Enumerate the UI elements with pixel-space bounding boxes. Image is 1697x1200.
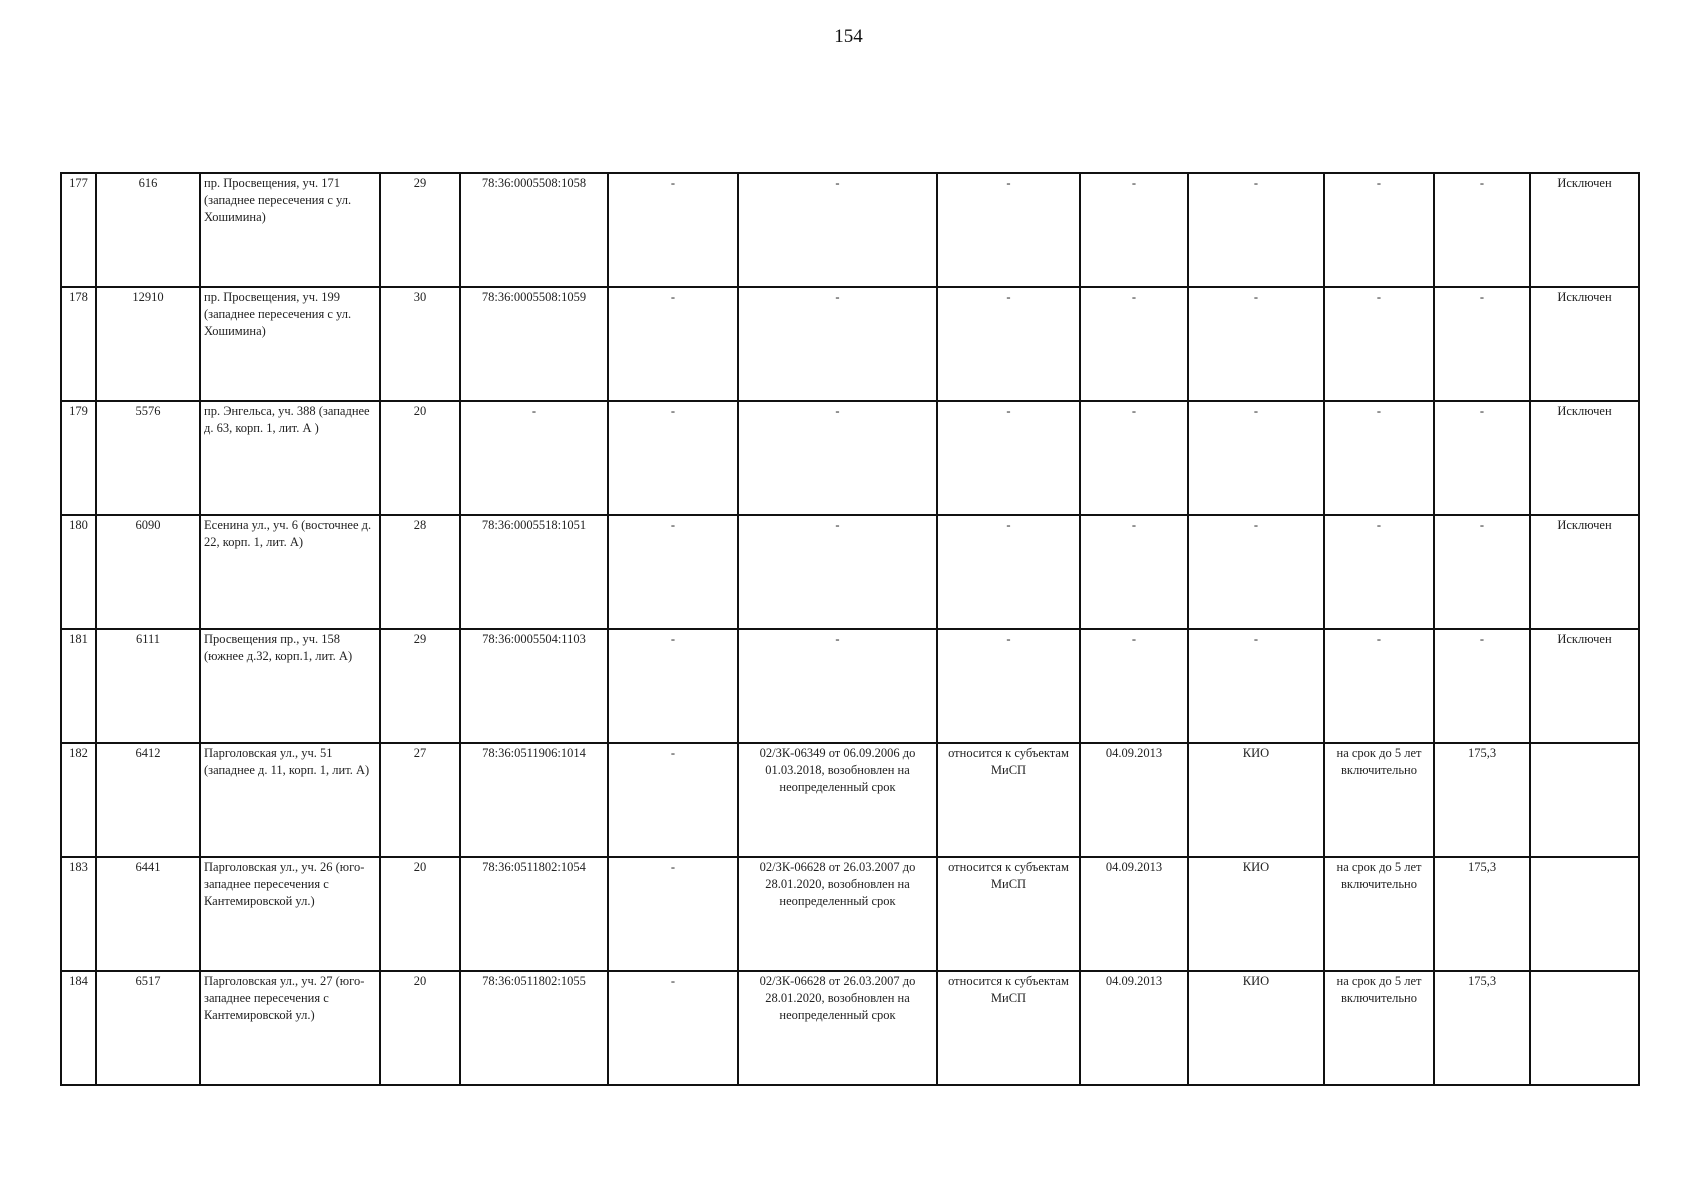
address-cell: Парголовская ул., уч. 26 (юго-западнее пересечения с Кантемировской ул.) [200,857,380,971]
row-number-cell: 179 [61,401,96,515]
category-cell: относится к субъектам МиСП [937,971,1080,1085]
cadastral-number-cell: 78:36:0005508:1059 [460,287,608,401]
column-6-cell: - [608,173,738,287]
value-cell: - [1434,515,1530,629]
row-number-cell: 180 [61,515,96,629]
area-cell: 20 [380,857,460,971]
cadastral-number-cell: 78:36:0005504:1103 [460,629,608,743]
category-cell: - [937,401,1080,515]
address-cell: Парголовская ул., уч. 51 (западнее д. 11, корп. 1, лит. А) [200,743,380,857]
row-number-cell: 181 [61,629,96,743]
object-id-cell: 6441 [96,857,200,971]
column-6-cell: - [608,971,738,1085]
term-cell: - [1324,287,1434,401]
object-id-cell: 6412 [96,743,200,857]
address-cell: Просвещения пр., уч. 158 (южнее д.32, корп.1, лит. А) [200,629,380,743]
term-cell: на срок до 5 лет включительно [1324,743,1434,857]
table-body [61,173,1639,1085]
cadastral-number-cell: 78:36:0511906:1014 [460,743,608,857]
table-row [61,515,1639,629]
category-cell: относится к субъектам МиСП [937,743,1080,857]
date-cell: - [1080,173,1188,287]
date-cell: 04.09.2013 [1080,743,1188,857]
organization-cell: КИО [1188,857,1324,971]
table-row [61,743,1639,857]
organization-cell: КИО [1188,743,1324,857]
status-cell [1530,971,1639,1085]
cadastral-number-cell: - [460,401,608,515]
organization-cell: - [1188,287,1324,401]
contract-cell: - [738,629,937,743]
table-row [61,629,1639,743]
address-cell: Есенина ул., уч. 6 (восточнее д. 22, корп. 1, лит. А) [200,515,380,629]
area-cell: 30 [380,287,460,401]
object-id-cell: 6517 [96,971,200,1085]
column-6-cell: - [608,743,738,857]
row-number-cell: 184 [61,971,96,1085]
area-cell: 28 [380,515,460,629]
row-number-cell: 178 [61,287,96,401]
value-cell: - [1434,629,1530,743]
page-number: 154 [834,26,863,47]
address-cell: пр. Просвещения, уч. 199 (западнее пересечения с ул. Хошимина) [200,287,380,401]
area-cell: 20 [380,971,460,1085]
column-6-cell: - [608,629,738,743]
status-cell: Исключен [1530,515,1639,629]
table-row [61,971,1639,1085]
status-cell: Исключен [1530,173,1639,287]
object-id-cell: 616 [96,173,200,287]
object-id-cell: 6111 [96,629,200,743]
category-cell: относится к субъектам МиСП [937,857,1080,971]
address-cell: Парголовская ул., уч. 27 (юго-западнее пересечения с Кантемировской ул.) [200,971,380,1085]
value-cell: - [1434,287,1530,401]
organization-cell: - [1188,401,1324,515]
organization-cell: - [1188,515,1324,629]
status-cell: Исключен [1530,629,1639,743]
contract-cell: 02/ЗК-06628 от 26.03.2007 до 28.01.2020, возобновлен на неопределенный срок [738,857,937,971]
category-cell: - [937,629,1080,743]
column-6-cell: - [608,401,738,515]
term-cell: - [1324,173,1434,287]
area-cell: 29 [380,629,460,743]
value-cell: 175,3 [1434,971,1530,1085]
date-cell: - [1080,401,1188,515]
category-cell: - [937,173,1080,287]
contract-cell: - [738,515,937,629]
term-cell: - [1324,401,1434,515]
cadastral-number-cell: 78:36:0511802:1054 [460,857,608,971]
value-cell: 175,3 [1434,743,1530,857]
term-cell: - [1324,629,1434,743]
date-cell: 04.09.2013 [1080,971,1188,1085]
cadastral-number-cell: 78:36:0511802:1055 [460,971,608,1085]
address-cell: пр. Просвещения, уч. 171 (западнее пересечения с ул. Хошимина) [200,173,380,287]
area-cell: 29 [380,173,460,287]
value-cell: - [1434,173,1530,287]
contract-cell: - [738,173,937,287]
contract-cell: - [738,401,937,515]
category-cell: - [937,515,1080,629]
contract-cell: - [738,287,937,401]
cadastral-number-cell: 78:36:0005518:1051 [460,515,608,629]
table-row [61,287,1639,401]
area-cell: 20 [380,401,460,515]
organization-cell: - [1188,173,1324,287]
object-id-cell: 5576 [96,401,200,515]
status-cell: Исключен [1530,287,1639,401]
area-cell: 27 [380,743,460,857]
term-cell: - [1324,515,1434,629]
status-cell [1530,857,1639,971]
term-cell: на срок до 5 лет включительно [1324,971,1434,1085]
table-row [61,173,1639,287]
contract-cell: 02/ЗК-06628 от 26.03.2007 до 28.01.2020, возобновлен на неопределенный срок [738,971,937,1085]
column-6-cell: - [608,287,738,401]
value-cell: - [1434,401,1530,515]
table-row [61,857,1639,971]
contract-cell: 02/ЗК-06349 от 06.09.2006 до 01.03.2018, возобновлен на неопределенный срок [738,743,937,857]
cadastral-number-cell: 78:36:0005508:1058 [460,173,608,287]
column-6-cell: - [608,857,738,971]
date-cell: - [1080,515,1188,629]
date-cell: 04.09.2013 [1080,857,1188,971]
organization-cell: - [1188,629,1324,743]
column-6-cell: - [608,515,738,629]
status-cell [1530,743,1639,857]
address-cell: пр. Энгельса, уч. 388 (западнее д. 63, корп. 1, лит. А ) [200,401,380,515]
object-id-cell: 12910 [96,287,200,401]
object-id-cell: 6090 [96,515,200,629]
registry-table [60,172,1640,1086]
row-number-cell: 177 [61,173,96,287]
table-row [61,401,1639,515]
term-cell: на срок до 5 лет включительно [1324,857,1434,971]
date-cell: - [1080,287,1188,401]
status-cell: Исключен [1530,401,1639,515]
row-number-cell: 183 [61,857,96,971]
date-cell: - [1080,629,1188,743]
organization-cell: КИО [1188,971,1324,1085]
value-cell: 175,3 [1434,857,1530,971]
category-cell: - [937,287,1080,401]
row-number-cell: 182 [61,743,96,857]
